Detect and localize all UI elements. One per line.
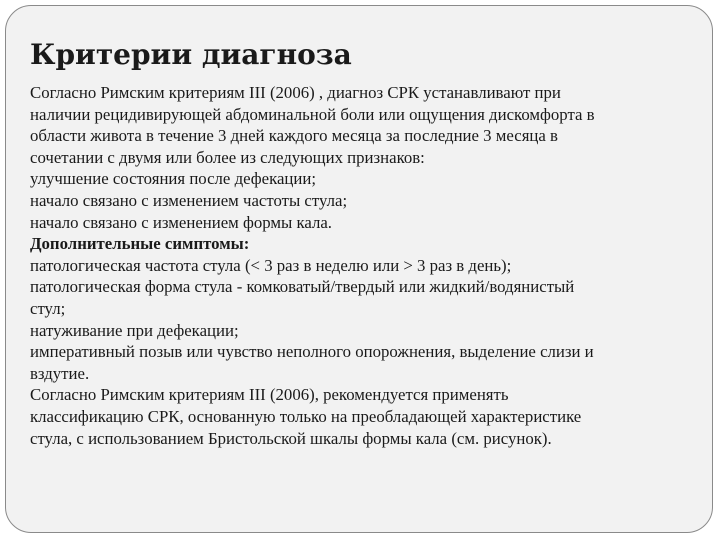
criteria-item: улучшение состояния после дефекации;: [30, 169, 317, 189]
body-line: классификацию СРК, основанную только на преобладающей характеристике: [30, 406, 582, 426]
slide-frame: [5, 5, 713, 533]
symptom-item: патологическая частота стула (< 3 раз в неделю или > 3 раз в день);: [30, 255, 512, 275]
symptom-item: стул;: [30, 298, 66, 318]
symptom-item: патологическая форма стула - комковатый/твердый или жидкий/водянистый: [30, 277, 575, 297]
body-line: Согласно Римским критериям III (2006) , диагноз СРК устанавливают при: [30, 83, 561, 102]
criteria-item: начало связано с изменением формы кала.: [30, 212, 333, 232]
body-line: сочетании с двумя или более из следующих признаков:: [30, 147, 425, 167]
slide-title: Критерии диагноза: [30, 38, 352, 71]
criteria-item: начало связано с изменением частоты стула;: [30, 190, 348, 210]
slide-body: [30, 82, 706, 449]
symptom-item: натуживание при дефекации;: [30, 320, 239, 340]
symptom-item: императивный позыв или чувство неполного опорожнения, выделение слизи и: [30, 342, 594, 362]
additional-symptoms-heading: Дополнительные симптомы:: [30, 234, 250, 254]
body-line: стула, с использованием Бристольской шкалы формы кала (см. рисунок).: [30, 428, 552, 448]
body-line: Согласно Римским критериям III (2006), рекомендуется применять: [30, 385, 509, 405]
body-line: наличии рецидивирующей абдоминальной боли или ощущения дискомфорта в: [30, 104, 595, 124]
symptom-item: вздутие.: [30, 363, 90, 383]
body-line: области живота в течение 3 дней каждого месяца за последние 3 месяца в: [30, 126, 558, 146]
